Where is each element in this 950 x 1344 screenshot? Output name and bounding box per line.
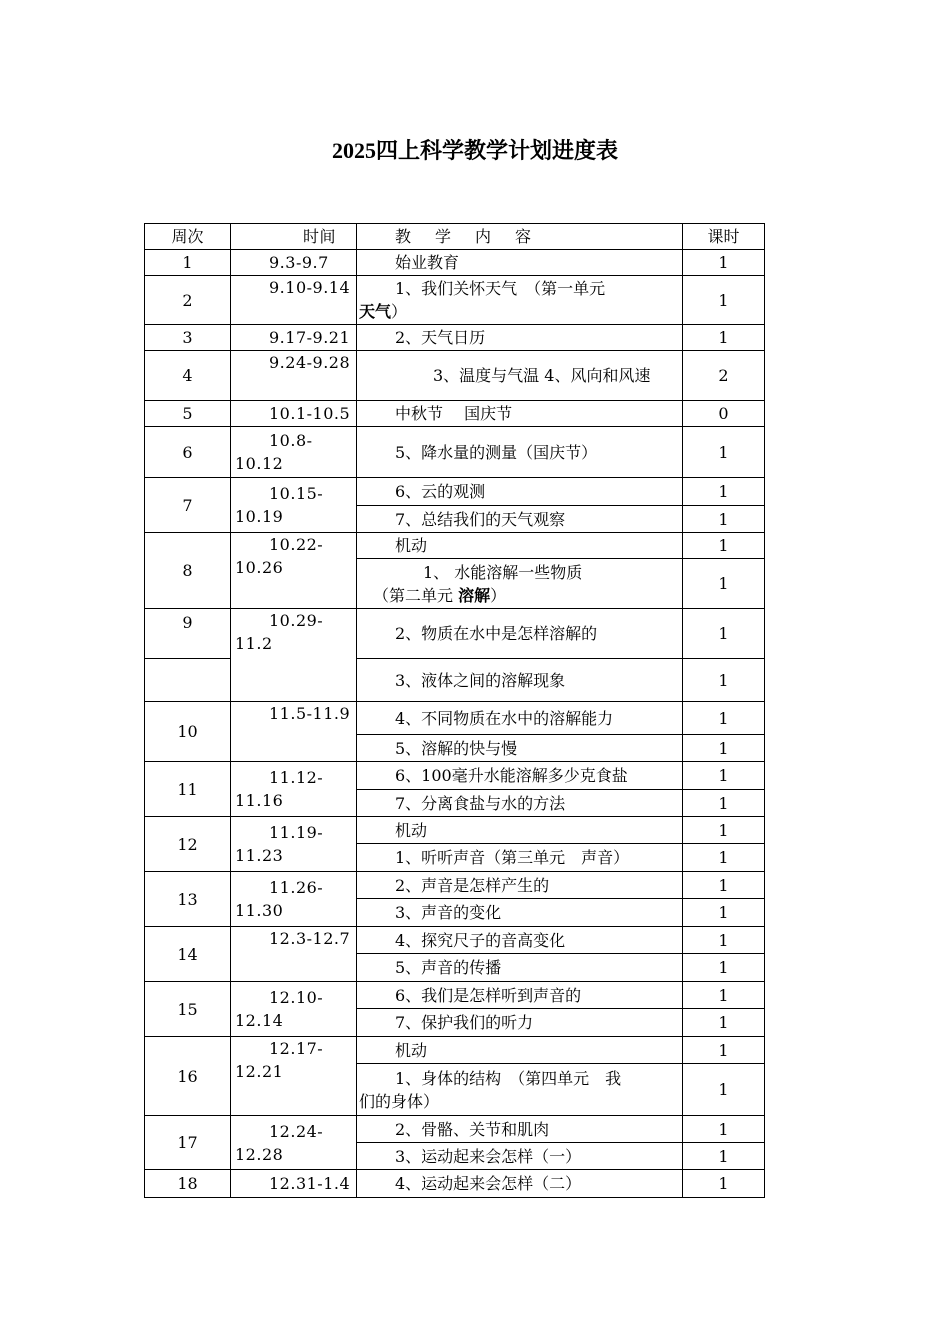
week-cell: 15 bbox=[145, 982, 231, 1037]
week-cell: 1 bbox=[145, 250, 231, 276]
hours-cell: 1 bbox=[683, 1143, 765, 1170]
week-cell: 14 bbox=[145, 927, 231, 982]
table-row bbox=[145, 250, 765, 276]
table-row bbox=[145, 762, 765, 790]
content-cell: 2、声音是怎样产生的 bbox=[357, 872, 683, 899]
hours-cell: 1 bbox=[683, 533, 765, 559]
content-cell: 始业教育 bbox=[357, 250, 683, 276]
header-hours: 课时 bbox=[683, 224, 765, 250]
hours-cell: 1 bbox=[683, 506, 765, 533]
time-cell: 9.24-9.28 bbox=[231, 351, 357, 401]
hours-cell: 1 bbox=[683, 478, 765, 506]
header-time: 时间 bbox=[231, 224, 357, 250]
table-row bbox=[145, 609, 765, 659]
time-cell: 10.22- 10.26 bbox=[231, 533, 357, 609]
table-row bbox=[145, 982, 765, 1009]
content-cell: 7、保护我们的听力 bbox=[357, 1009, 683, 1037]
hours-cell: 1 bbox=[683, 1064, 765, 1116]
hours-cell: 1 bbox=[683, 1037, 765, 1064]
table-row bbox=[145, 478, 765, 506]
time-cell: 10.15- 10.19 bbox=[231, 478, 357, 533]
schedule-table bbox=[144, 223, 765, 1198]
time-cell: 12.24- 12.28 bbox=[231, 1116, 357, 1170]
hours-cell: 1 bbox=[683, 427, 765, 478]
hours-cell: 1 bbox=[683, 609, 765, 659]
hours-cell: 0 bbox=[683, 401, 765, 427]
week-cell: 12 bbox=[145, 817, 231, 872]
hours-cell: 1 bbox=[683, 1009, 765, 1037]
hours-cell: 1 bbox=[683, 325, 765, 351]
table-header-row bbox=[145, 224, 765, 250]
hours-cell: 1 bbox=[683, 762, 765, 790]
week-cell-empty bbox=[145, 659, 231, 702]
hours-cell: 1 bbox=[683, 954, 765, 982]
hours-cell: 1 bbox=[683, 1170, 765, 1198]
time-cell: 12.3-12.7 bbox=[231, 927, 357, 982]
week-cell: 18 bbox=[145, 1170, 231, 1198]
hours-cell: 1 bbox=[683, 659, 765, 702]
content-cell: 3、声音的变化 bbox=[357, 899, 683, 927]
hours-cell: 1 bbox=[683, 559, 765, 609]
time-cell: 10.29- 11.2 bbox=[231, 609, 357, 702]
content-cell: 机动 bbox=[357, 1037, 683, 1064]
hours-cell: 1 bbox=[683, 817, 765, 844]
table-row bbox=[145, 533, 765, 559]
table-row bbox=[145, 927, 765, 954]
week-cell: 11 bbox=[145, 762, 231, 817]
hours-cell: 1 bbox=[683, 1116, 765, 1143]
hours-cell: 1 bbox=[683, 982, 765, 1009]
table-row bbox=[145, 817, 765, 844]
time-cell: 11.5-11.9 bbox=[231, 702, 357, 762]
content-cell: 5、溶解的快与慢 bbox=[357, 735, 683, 762]
week-cell: 9 bbox=[145, 609, 231, 659]
time-cell: 9.10-9.14 bbox=[231, 276, 357, 325]
hours-cell: 1 bbox=[683, 702, 765, 735]
content-cell: 1、听听声音（第三单元 声音） bbox=[357, 844, 683, 872]
table-row bbox=[145, 401, 765, 427]
content-cell: 4、不同物质在水中的溶解能力 bbox=[357, 702, 683, 735]
content-cell: 机动 bbox=[357, 817, 683, 844]
week-cell: 10 bbox=[145, 702, 231, 762]
week-cell: 6 bbox=[145, 427, 231, 478]
week-cell: 13 bbox=[145, 872, 231, 927]
content-cell: 4、探究尺子的音高变化 bbox=[357, 927, 683, 954]
time-cell: 11.26- 11.30 bbox=[231, 872, 357, 927]
content-cell: 中秋节 国庆节 bbox=[357, 401, 683, 427]
table-row bbox=[145, 1037, 765, 1064]
time-cell: 9.17-9.21 bbox=[231, 325, 357, 351]
content-cell: 机动 bbox=[357, 533, 683, 559]
week-cell: 16 bbox=[145, 1037, 231, 1116]
time-cell: 10.8- 10.12 bbox=[231, 427, 357, 478]
content-cell: 3、温度与气温 4、风向和风速 bbox=[357, 351, 683, 401]
week-cell: 7 bbox=[145, 478, 231, 533]
table-row bbox=[145, 276, 765, 325]
table-row bbox=[145, 702, 765, 735]
content-cell: 2、天气日历 bbox=[357, 325, 683, 351]
header-week: 周次 bbox=[145, 224, 231, 250]
time-cell: 10.1-10.5 bbox=[231, 401, 357, 427]
content-cell: 3、运动起来会怎样（一） bbox=[357, 1143, 683, 1170]
time-cell: 11.19- 11.23 bbox=[231, 817, 357, 872]
time-cell: 9.3-9.7 bbox=[231, 250, 357, 276]
hours-cell: 2 bbox=[683, 351, 765, 401]
hours-cell: 1 bbox=[683, 899, 765, 927]
week-cell: 5 bbox=[145, 401, 231, 427]
content-cell: 1、身体的结构 （第四单元 我 们的身体） bbox=[357, 1064, 683, 1116]
content-cell: 6、100毫升水能溶解多少克食盐 bbox=[357, 762, 683, 790]
week-cell: 3 bbox=[145, 325, 231, 351]
page-title: 2025四上科学教学计划进度表 bbox=[331, 138, 618, 163]
time-cell: 11.12- 11.16 bbox=[231, 762, 357, 817]
hours-cell: 1 bbox=[683, 872, 765, 899]
week-cell: 2 bbox=[145, 276, 231, 325]
table-row bbox=[145, 872, 765, 899]
hours-cell: 1 bbox=[683, 735, 765, 762]
week-cell: 17 bbox=[145, 1116, 231, 1170]
table-row bbox=[145, 1116, 765, 1143]
content-cell: 4、运动起来会怎样（二） bbox=[357, 1170, 683, 1198]
table-row bbox=[145, 427, 765, 478]
table-row bbox=[145, 325, 765, 351]
time-cell: 12.17- 12.21 bbox=[231, 1037, 357, 1116]
hours-cell: 1 bbox=[683, 790, 765, 817]
week-cell: 8 bbox=[145, 533, 231, 609]
content-cell: 6、我们是怎样听到声音的 bbox=[357, 982, 683, 1009]
table-row bbox=[145, 1170, 765, 1198]
content-cell: 6、云的观测 bbox=[357, 478, 683, 506]
content-cell: 5、降水量的测量（国庆节） bbox=[357, 427, 683, 478]
table-row bbox=[145, 351, 765, 401]
week-cell: 4 bbox=[145, 351, 231, 401]
content-cell: 3、液体之间的溶解现象 bbox=[357, 659, 683, 702]
hours-cell: 1 bbox=[683, 927, 765, 954]
content-cell: 2、物质在水中是怎样溶解的 bbox=[357, 609, 683, 659]
hours-cell: 1 bbox=[683, 250, 765, 276]
content-cell: 1、 水能溶解一些物质 （第二单元 溶解） bbox=[357, 559, 683, 609]
content-cell: 7、总结我们的天气观察 bbox=[357, 506, 683, 533]
time-cell: 12.10- 12.14 bbox=[231, 982, 357, 1037]
content-cell: 7、分离食盐与水的方法 bbox=[357, 790, 683, 817]
time-cell: 12.31-1.4 bbox=[231, 1170, 357, 1198]
content-cell: 5、声音的传播 bbox=[357, 954, 683, 982]
content-cell: 1、我们关怀天气 （第一单元 天气） bbox=[357, 276, 683, 325]
hours-cell: 1 bbox=[683, 276, 765, 325]
header-content: 教学内容 bbox=[357, 224, 683, 250]
content-cell: 2、骨骼、关节和肌肉 bbox=[357, 1116, 683, 1143]
hours-cell: 1 bbox=[683, 844, 765, 872]
